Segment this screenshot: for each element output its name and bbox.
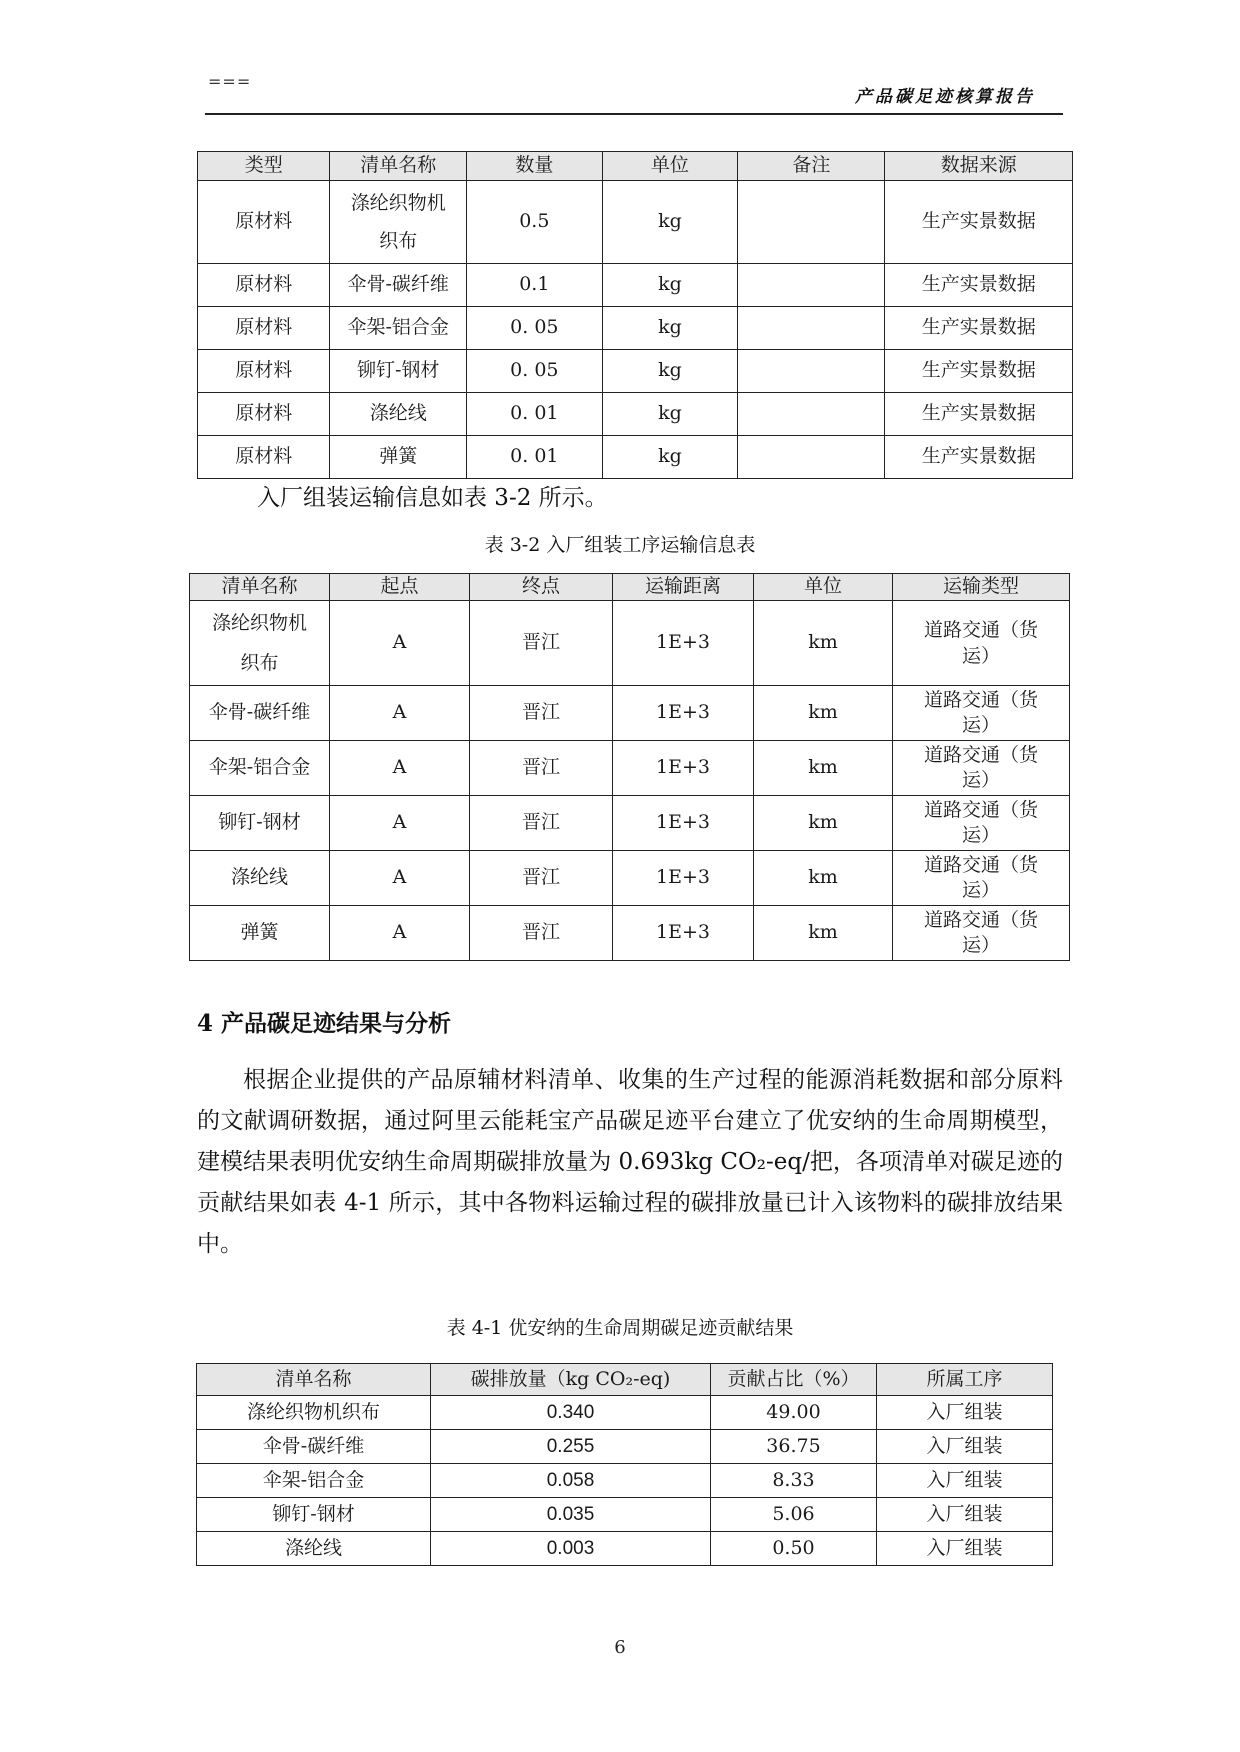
header-rule	[205, 113, 1063, 115]
transport-table	[189, 573, 1070, 961]
col-header: 运输距离	[613, 574, 754, 601]
cell: 入厂组装	[877, 1396, 1053, 1430]
cell: 5.06	[711, 1498, 877, 1532]
cell: 原材料	[198, 393, 330, 436]
header-title: 产品碳足迹核算报告	[855, 87, 1035, 107]
header-mark: ===	[208, 72, 252, 91]
section-title: 4 产品碳足迹结果与分析	[197, 1010, 452, 1037]
cell: kg	[602, 350, 738, 393]
table-row	[197, 1396, 1053, 1430]
cell: 伞架-铝合金	[197, 1464, 431, 1498]
cell: A	[330, 906, 470, 961]
cell: 涤纶织物机 织布	[190, 601, 330, 686]
table-row	[198, 350, 1073, 393]
col-header: 贡献占比（%）	[711, 1364, 877, 1396]
cell: 1E+3	[613, 741, 754, 796]
table-row	[197, 1498, 1053, 1532]
col-header: 单位	[602, 152, 738, 181]
table-row	[190, 741, 1070, 796]
cell: 涤纶线	[190, 851, 330, 906]
table-row	[190, 601, 1070, 686]
cell: 生产实景数据	[885, 393, 1073, 436]
cell: 1E+3	[613, 686, 754, 741]
section-paragraph: 根据企业提供的产品原辅材料清单、收集的生产过程的能源消耗数据和部分原料的文献调研数据，通过阿里云能耗宝产品碳足迹平台建立了优安纳的生命周期模型，建模结果表明优安纳生命周期碳排放量为 0.693kg CO₂-eq/把，各项清单对碳足迹的贡献结果如表 4-1 所示，其中各物料运输过程的碳排放量已计入该物料的碳排放结果中。	[197, 1067, 1063, 1257]
cell: 铆钉-钢材	[330, 350, 467, 393]
cell: 36.75	[711, 1430, 877, 1464]
table-row	[190, 851, 1070, 906]
cell: 道路交通（货 运）	[893, 851, 1070, 906]
cell: 伞骨-碳纤维	[197, 1430, 431, 1464]
table-row	[198, 307, 1073, 350]
cell: 涤纶线	[197, 1532, 431, 1566]
cell: 伞架-铝合金	[330, 307, 467, 350]
page-number: 6	[614, 1637, 626, 1658]
table-4-1-caption: 表 4-1 优安纳的生命周期碳足迹贡献结果	[446, 1317, 794, 1339]
cell: A	[330, 601, 470, 686]
table-row	[198, 264, 1073, 307]
cell: 0.340	[431, 1396, 711, 1430]
table-row	[197, 1532, 1053, 1566]
cell: km	[754, 796, 893, 851]
cell: 1E+3	[613, 851, 754, 906]
cell: km	[754, 906, 893, 961]
cell: 原材料	[198, 307, 330, 350]
cell: 原材料	[198, 436, 330, 479]
cell: 伞骨-碳纤维	[330, 264, 467, 307]
cell: 0. 05	[467, 307, 603, 350]
table-row	[197, 1430, 1053, 1464]
table-3-2-intro: 入厂组装运输信息如表 3-2 所示。	[257, 485, 608, 511]
table-row	[198, 436, 1073, 479]
cell: 1E+3	[613, 796, 754, 851]
cell: 1E+3	[613, 906, 754, 961]
cell	[738, 307, 885, 350]
cell	[738, 436, 885, 479]
cell: 入厂组装	[877, 1464, 1053, 1498]
cell: 道路交通（货 运）	[893, 906, 1070, 961]
cell: 伞骨-碳纤维	[190, 686, 330, 741]
cell: 原材料	[198, 350, 330, 393]
col-header: 所属工序	[877, 1364, 1053, 1396]
materials-table	[197, 151, 1073, 479]
cell: 原材料	[198, 181, 330, 264]
col-header: 数量	[467, 152, 603, 181]
cell: 晋江	[470, 741, 613, 796]
cell: km	[754, 686, 893, 741]
cell: 涤纶织物机 织布	[330, 181, 467, 264]
table-row	[190, 686, 1070, 741]
cell: 生产实景数据	[885, 350, 1073, 393]
cell: 0. 01	[467, 393, 603, 436]
col-header: 终点	[470, 574, 613, 601]
cell: 0.1	[467, 264, 603, 307]
table-row	[190, 906, 1070, 961]
cell: 0. 01	[467, 436, 603, 479]
cell: 原材料	[198, 264, 330, 307]
cell: 49.00	[711, 1396, 877, 1430]
cell: kg	[602, 436, 738, 479]
col-header: 数据来源	[885, 152, 1073, 181]
cell: A	[330, 686, 470, 741]
table-row	[198, 393, 1073, 436]
table-row	[197, 1464, 1053, 1498]
cell: 生产实景数据	[885, 181, 1073, 264]
cell: kg	[602, 393, 738, 436]
cell: 入厂组装	[877, 1532, 1053, 1566]
cell: 道路交通（货 运）	[893, 601, 1070, 686]
col-header: 清单名称	[330, 152, 467, 181]
cell: 0. 05	[467, 350, 603, 393]
cell: 生产实景数据	[885, 264, 1073, 307]
cell: 晋江	[470, 686, 613, 741]
col-header: 起点	[330, 574, 470, 601]
cell: kg	[602, 307, 738, 350]
contribution-table	[196, 1363, 1053, 1566]
cell: 晋江	[470, 851, 613, 906]
cell: 铆钉-钢材	[190, 796, 330, 851]
cell	[738, 181, 885, 264]
cell: 道路交通（货 运）	[893, 741, 1070, 796]
cell: 弹簧	[190, 906, 330, 961]
cell: 伞架-铝合金	[190, 741, 330, 796]
cell: 晋江	[470, 601, 613, 686]
col-header: 备注	[738, 152, 885, 181]
cell: A	[330, 796, 470, 851]
cell: A	[330, 851, 470, 906]
cell: 8.33	[711, 1464, 877, 1498]
cell: 0.50	[711, 1532, 877, 1566]
cell: 生产实景数据	[885, 307, 1073, 350]
cell: 道路交通（货 运）	[893, 796, 1070, 851]
cell: A	[330, 741, 470, 796]
col-header: 碳排放量（kg CO₂-eq)	[431, 1364, 711, 1396]
table-row	[190, 796, 1070, 851]
cell: 入厂组装	[877, 1430, 1053, 1464]
cell: kg	[602, 264, 738, 307]
cell: 1E+3	[613, 601, 754, 686]
cell: 弹簧	[330, 436, 467, 479]
cell: 0.5	[467, 181, 603, 264]
cell: 涤纶线	[330, 393, 467, 436]
cell: 晋江	[470, 906, 613, 961]
cell: 铆钉-钢材	[197, 1498, 431, 1532]
cell: km	[754, 741, 893, 796]
cell: 0.035	[431, 1498, 711, 1532]
cell: kg	[602, 181, 738, 264]
cell	[738, 264, 885, 307]
cell: km	[754, 601, 893, 686]
cell: 入厂组装	[877, 1498, 1053, 1532]
cell: km	[754, 851, 893, 906]
col-header: 运输类型	[893, 574, 1070, 601]
cell: 晋江	[470, 796, 613, 851]
cell: 生产实景数据	[885, 436, 1073, 479]
table-row	[198, 181, 1073, 264]
col-header: 清单名称	[197, 1364, 431, 1396]
cell	[738, 393, 885, 436]
col-header: 类型	[198, 152, 330, 181]
col-header: 单位	[754, 574, 893, 601]
cell: 0.255	[431, 1430, 711, 1464]
col-header: 清单名称	[190, 574, 330, 601]
cell: 道路交通（货 运）	[893, 686, 1070, 741]
cell: 涤纶织物机织布	[197, 1396, 431, 1430]
cell: 0.003	[431, 1532, 711, 1566]
cell: 0.058	[431, 1464, 711, 1498]
cell	[738, 350, 885, 393]
table-3-2-caption: 表 3-2 入厂组装工序运输信息表	[484, 534, 756, 556]
